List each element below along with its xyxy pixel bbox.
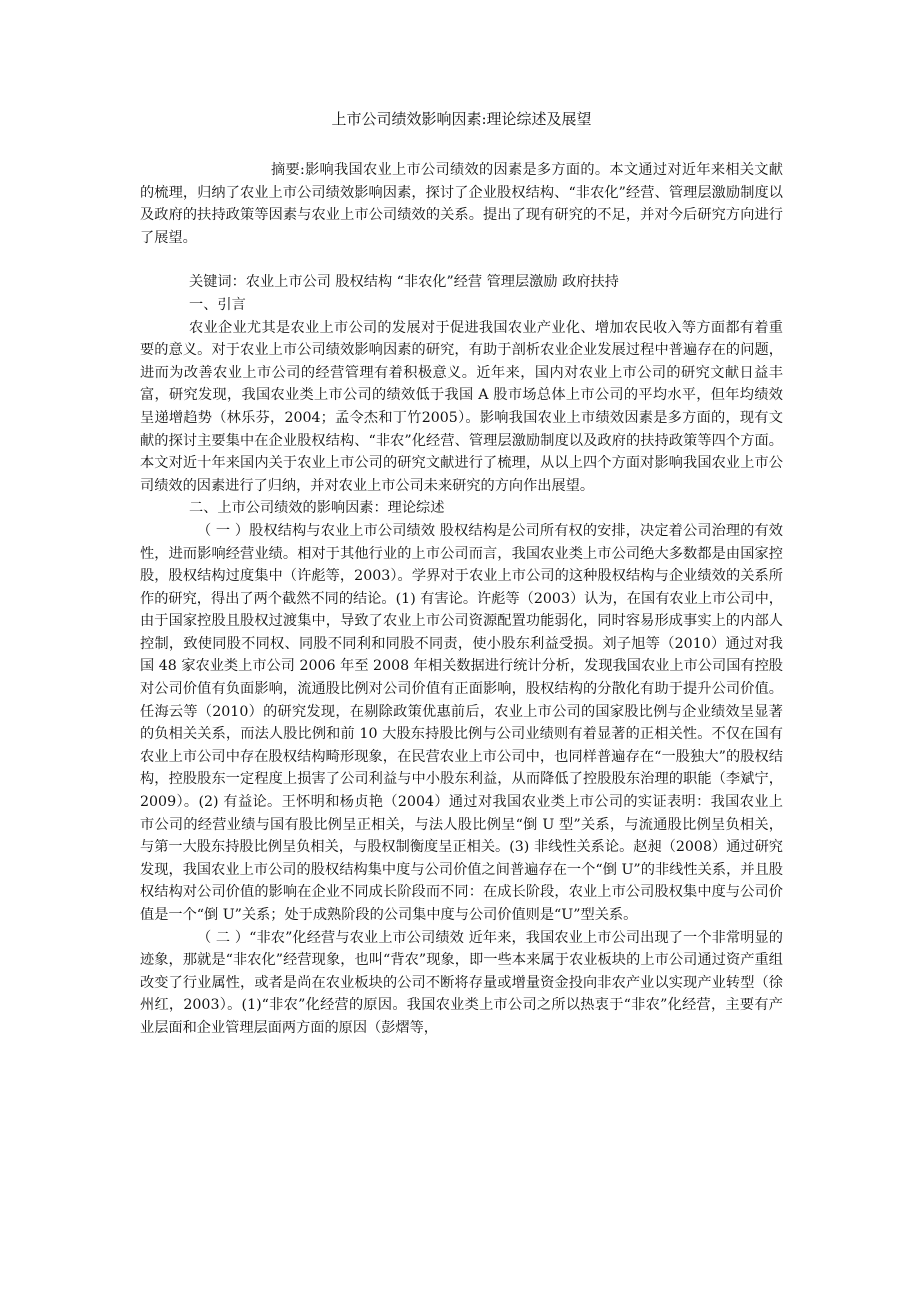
section-heading-review: 二、上市公司绩效的影响因素：理论综述 [189,500,445,517]
document-title: 上市公司绩效影响因素:理论综述及展望 [331,110,592,128]
document-page [140,108,783,1040]
abstract-text: 影响我国农业上市公司绩效的因素是多方面的。本文通过对近年来相关文献的梳理，归纳了农业上市公司绩效影响因素，探讨了企业股权结构、“非农化”经营、管理层激励制度以及政府的扶持政策等因素与农业上市公司绩效的关系。提出了现有研究的不足，并对今后研究方向进行了展望。 [140,162,783,246]
keywords-line [140,271,783,294]
keywords-text: 农业上市公司 股权结构 “非农化”经营 管理层激励 政府扶持 [245,274,619,291]
abstract-label: 摘要: [271,162,305,178]
non-agricultural-paragraph: （ 二 ）“非农”化经营与农业上市公司绩效 近年来，我国农业上市公司出现了一个非常明显的迹象，那就是“非农化”经营现象，也叫“背农”现象，即一些本来属于农业板块的上市公司通过资产重组改变了行业属性，或者是尚在农业板块的公司不断将存量或增量资金投向非农产业以实现产业转型（徐州红，2003）。(1)“非农”化经营的原因。我国农业类上市公司之所以热衷于“非农”化经营，主要有产业层面和企业管理层面两方面的原因（彭熠等， [140,929,783,1036]
ownership-structure-paragraph: （ 一 ）股权结构与农业上市公司绩效 股权结构是公司所有权的安排，决定着公司治理的有效性，进而影响经营业绩。相对于其他行业的上市公司而言，我国农业类上市公司绝大多数都是由国家控股，股权结构过度集中（许彪等，2003）。学界对于农业上市公司的这种股权结构与企业绩效的关系所作的研究，得出了两个截然不同的结论。(1) 有害论。许彪等（2003）认为，在国有农业上市公司中，由于国家控股且股权过渡集中，导致了农业上市公司资源配置功能弱化，同时容易形成事实上的内部人控制，致使同股不同权、同股不同利和同股不同责，使小股东利益受损。刘子旭等（2010）通过对我国 48 家农业类上市公司 2006 年至 2008 年相关数据进行统计分析，发现我国农业上市公司国有控股对公司价值有负面影响，流通股比例对公司价值有正面影响，股权结构的分散化有助于提升公司价值。任海云等（2010）的研究发现，在剔除政策优惠前后，农业上市公司的国家股比例与企业绩效呈显著的负相关关系，而法人股比例和前 10 大股东持股比例与公司业绩则有着显著的正相关性。不仅在国有农业上市公司中存在股权结构畸形现象，在民营农业上市公司中，也同样普遍存在“一股独大”的股权结构，控股股东一定程度上损害了公司利益与中小股东利益，从而降低了控股股东治理的职能（李斌宁，2009）。(2) 有益论。王怀明和杨贞艳（2004）通过对我国农业类上市公司的实证表明：我国农业上市公司的经营业绩与国有股比例呈正相关，与法人股比例呈“倒 U 型”关系，与流通股比例呈负相关，与第一大股东持股比例呈负相关，与股权制衡度呈正相关。(3) 非线性关系论。赵昶（2008）通过研究发现，我国农业上市公司的股权结构集中度与公司价值之间普遍存在一个“倒 U”的非线性关系，并且股权结构对公司价值的影响在企业不同成长阶段而不同：在成长阶段，农业上市公司股权集中度与公司价值是一个“倒 U”关系；处于成熟阶段的公司集中度与公司价值则是“U”型关系。 [140,522,783,923]
section-heading-introduction: 一、引言 [189,296,246,313]
abstract-paragraph [140,159,783,249]
introduction-paragraph: 农业企业尤其是农业上市公司的发展对于促进我国农业产业化、增加农民收入等方面都有着重要的意义。对于农业上市公司绩效影响因素的研究，有助于剖析农业企业发展过程中普遍存在的问题，进而为改善农业上市公司的经营管理有着积极意义。近年来，国内对农业上市公司的研究文献日益丰富，研究发现，我国农业类上市公司的绩效低于我国 A 股市场总体上市公司的平均水平，但年均绩效呈递增趋势（林乐芬，2004；孟令杰和丁竹2005）。影响我国农业上市绩效因素是多方面的，现有文献的探讨主要集中在企业股权结构、“非农”化经营、管理层激励制度以及政府的扶持政策等四个方面。本文对近十年来国内关于农业上市公司的研究文献进行了梳理，从以上四个方面对影响我国农业上市公司绩效的因素进行了归纳，并对农业上市公司未来研究的方向作出展望。 [140,319,783,494]
keywords-label: 关键词： [189,274,246,291]
